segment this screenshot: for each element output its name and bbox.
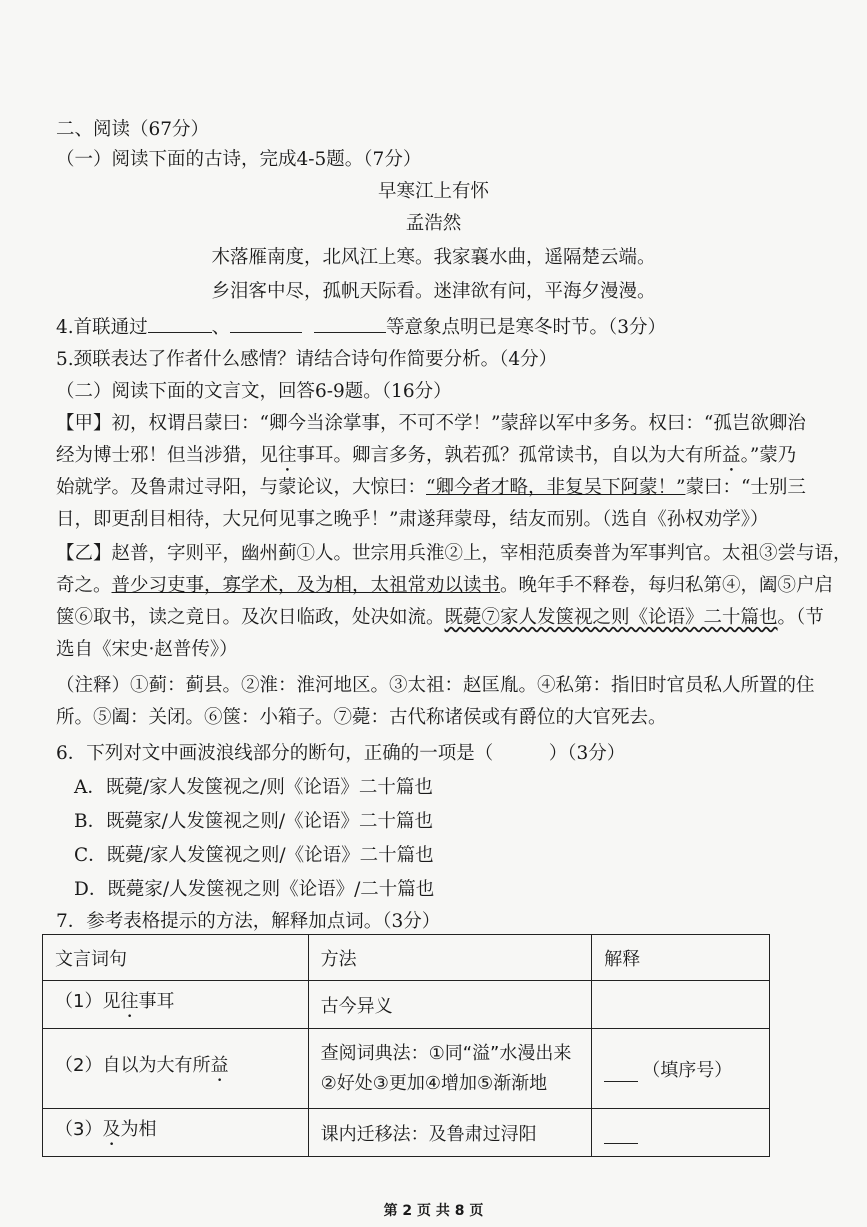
q7-table: [42, 934, 770, 1157]
text-span: 始就学。及鲁肃过寻阳，与蒙论议，大惊曰：: [56, 477, 427, 498]
text-jia-line-4: 日，即更刮目相待，大兄何见事之晚乎！”肃遂拜蒙母，结友而别。（选自《孙权劝学》）: [56, 509, 769, 530]
poem-line-2: 乡泪客中尽，孤帆天际看。迷津欲有问，平海夕漫漫。: [211, 281, 656, 302]
answer-cell[interactable]: [592, 981, 770, 1029]
answer-blank[interactable]: [604, 1060, 638, 1082]
q6-option-d[interactable]: D．既薨家/人发箧视之则《论语》/二十篇也: [74, 879, 435, 900]
q6-option-b[interactable]: B．既薨家/人发箧视之则/《论语》二十篇也: [74, 811, 434, 832]
q4-blank-2[interactable]: [230, 314, 302, 333]
question-5: 5.颈联表达了作者什么感情？请结合诗句作简要分析。（4分）: [56, 349, 558, 370]
text-span: 奇之。: [56, 575, 112, 596]
underlined-sentence: 普少习吏事，寡学术，及为相，太祖常劝以读书: [111, 575, 501, 596]
text-yi-line-1: 【乙】赵普，字则平，幽州蓟①人。世宗用兵淮②上，宰相范质奏普为军事判官。太祖③尝与语，: [56, 543, 852, 564]
table-cell: 课内迁移法：及鲁肃过浔阳: [308, 1109, 592, 1157]
table-row: [43, 1109, 770, 1157]
method-line: ②好处③更加④增加⑤渐渐地: [320, 1072, 548, 1094]
text-span: 箧⑥取书，读之竟日。及次日临政，处决如流。: [56, 607, 445, 628]
q6-option-c[interactable]: C．既薨/家人发箧视之则/《论语》二十篇也: [74, 845, 434, 866]
part1-heading: （一）阅读下面的古诗，完成4-5题。（7分）: [56, 149, 422, 170]
poem-line-1: 木落雁南度，北风江上寒。我家襄水曲，遥隔楚云端。: [211, 247, 656, 268]
table-row: [43, 981, 770, 1029]
text-span: 经为博士邪！但当涉猎，见: [56, 445, 279, 466]
question-7-stem: 7．参考表格提示的方法，解释加点词。（3分）: [56, 911, 441, 932]
text-jia-line-2: [56, 444, 796, 476]
part2-heading: （二）阅读下面的文言文，回答6-9题。（16分）: [56, 381, 452, 402]
text-span: 事耳: [138, 991, 175, 1012]
q4-prefix: 4.首联通过: [56, 317, 148, 338]
text-yi-line-3: [56, 606, 824, 630]
notes-line-2: 所。⑤阖：关闭。⑥箧：小箱子。⑦薨：古代称诸侯或有爵位的大官死去。: [56, 707, 667, 728]
text-span: （1）见: [55, 991, 121, 1012]
text-jia-line-1: 【甲】初，权谓吕蒙曰：“卿今当涂掌事，不可不学！”蒙辞以军中多务。权曰：“孤岂欲卿治: [56, 413, 806, 434]
question-4: [56, 314, 666, 340]
question-6-stem: 6．下列对文中画波浪线部分的断句，正确的一项是（ ）（3分）: [56, 743, 626, 764]
section-heading: 二、阅读（67分）: [56, 119, 210, 140]
text-span: 蒙曰：“士别三: [685, 477, 806, 498]
underlined-sentence: “卿今者才略，非复吴下阿蒙！”: [426, 477, 686, 498]
text-yi-line-4: 选自《宋史·赵普传》）: [56, 639, 238, 660]
answer-cell[interactable]: [592, 1029, 770, 1109]
text-span: 。”蒙乃: [740, 445, 797, 466]
table-cell: [43, 1029, 309, 1109]
poem-title: 早寒江上有怀: [377, 181, 489, 202]
text-yi-line-2: [56, 574, 833, 598]
table-cell: 古今异义: [308, 981, 592, 1029]
dotted-word: 往: [120, 991, 139, 1012]
header-cell: 方法: [308, 935, 592, 981]
q4-separator: 、: [211, 317, 231, 338]
poem-author: 孟浩然: [405, 213, 462, 234]
notes-line-1: （注释）①蓟：蓟县。②淮：淮河地区。③太祖：赵匡胤。④私第：指旧时官员私人所置的住: [56, 675, 815, 696]
text-jia-line-3: [56, 476, 806, 500]
q4-blank-1[interactable]: [148, 314, 212, 333]
method-line: 查阅词典法：①同“溢”水漫出来: [320, 1042, 572, 1064]
header-cell: 文言词句: [43, 935, 309, 981]
table-cell: [308, 1029, 592, 1109]
answer-blank[interactable]: [604, 1122, 638, 1144]
text-span: 事耳。卿言多务，孰若孤？孤常读书，自以为大有所: [296, 445, 723, 466]
dotted-word: 益: [210, 1055, 229, 1076]
header-cell: 解释: [592, 935, 770, 981]
q4-blank-3[interactable]: [314, 314, 386, 333]
table-cell: [43, 1109, 309, 1157]
text-span: 。晚年手不释卷，每归私第④，阖⑤户启: [500, 575, 834, 596]
table-cell: [43, 981, 309, 1029]
page-footer: 第 2 页 共 8 页: [383, 1203, 484, 1219]
wavy-underlined-sentence: 既薨⑦家人发箧视之则《论语》二十篇也: [444, 607, 778, 628]
answer-cell[interactable]: [592, 1109, 770, 1157]
q4-suffix: 等意象点明已是寒冬时节。（3分）: [385, 317, 666, 338]
text-span: 为相: [120, 1119, 157, 1140]
text-span: （3）: [55, 1119, 103, 1140]
q6-option-a[interactable]: A．既薨/家人发箧视之/则《论语》二十篇也: [74, 777, 433, 798]
text-span: （2）自以为大有所: [55, 1055, 211, 1076]
fill-hint: （填序号）: [642, 1059, 733, 1081]
table-row: [43, 1029, 770, 1109]
dotted-word: 益: [722, 445, 741, 466]
text-span: 。（节: [777, 607, 824, 628]
dotted-word: 及: [102, 1119, 121, 1140]
dotted-word: 往: [278, 445, 297, 466]
table-header-row: [43, 935, 770, 981]
